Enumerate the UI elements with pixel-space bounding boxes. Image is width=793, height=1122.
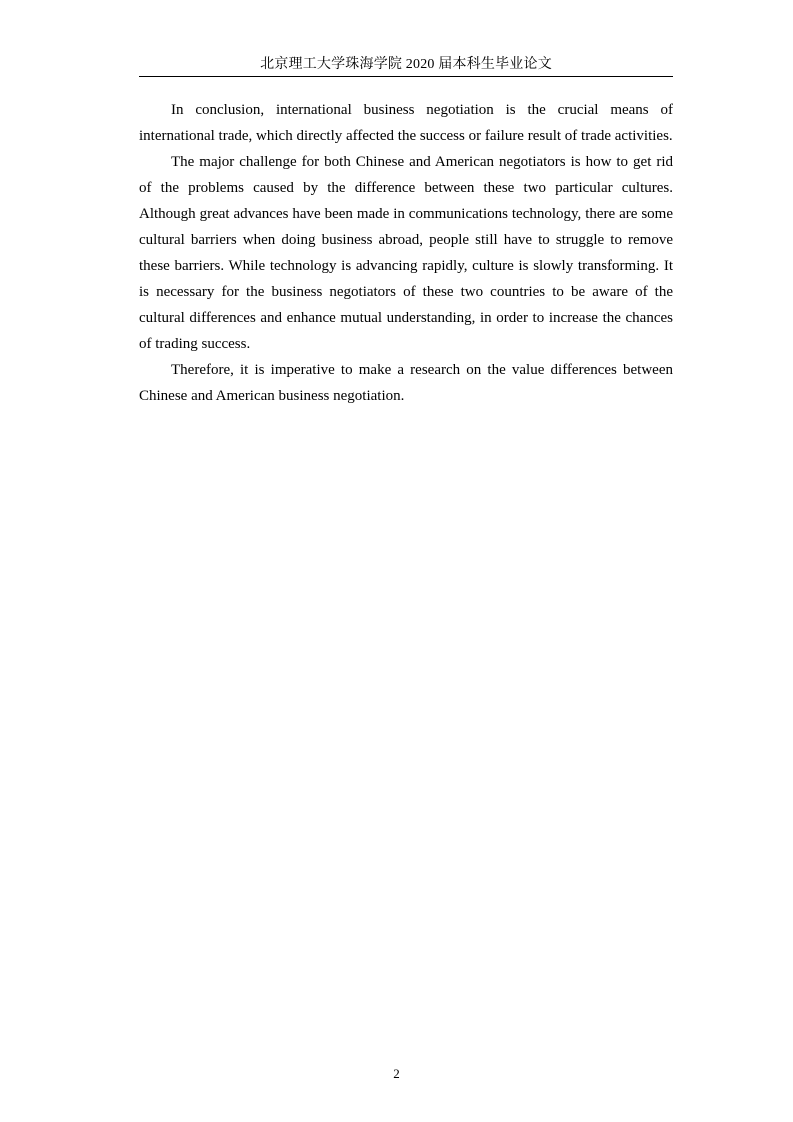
header-rule xyxy=(139,76,673,77)
paragraph-therefore: Therefore, it is imperative to make a research on the value differences between Chinese and American business negotiation. xyxy=(139,362,673,404)
body-text xyxy=(139,97,673,409)
running-header: 北京理工大学珠海学院 2020 届本科生毕业论文 xyxy=(260,57,552,72)
page-number: 2 xyxy=(393,1066,400,1081)
paragraph-conclusion: In conclusion, international business negotiation is the crucial means of international trade, which directly affected the success or failure result of trade activities. xyxy=(139,102,673,144)
paragraph-major-challenge: The major challenge for both Chinese and American negotiators is how to get rid of the problems caused by the difference between these two particular cultures. Although great advances have been made in communications technology, there are some cultural barriers when doing business abroad, people still have to struggle to remove these barriers. While technology is advancing rapidly, culture is slowly transforming. It is necessary for the business negotiators of these two countries to be aware of the cultural differences and enhance mutual understanding, in order to increase the chances of trading success. xyxy=(139,154,673,352)
